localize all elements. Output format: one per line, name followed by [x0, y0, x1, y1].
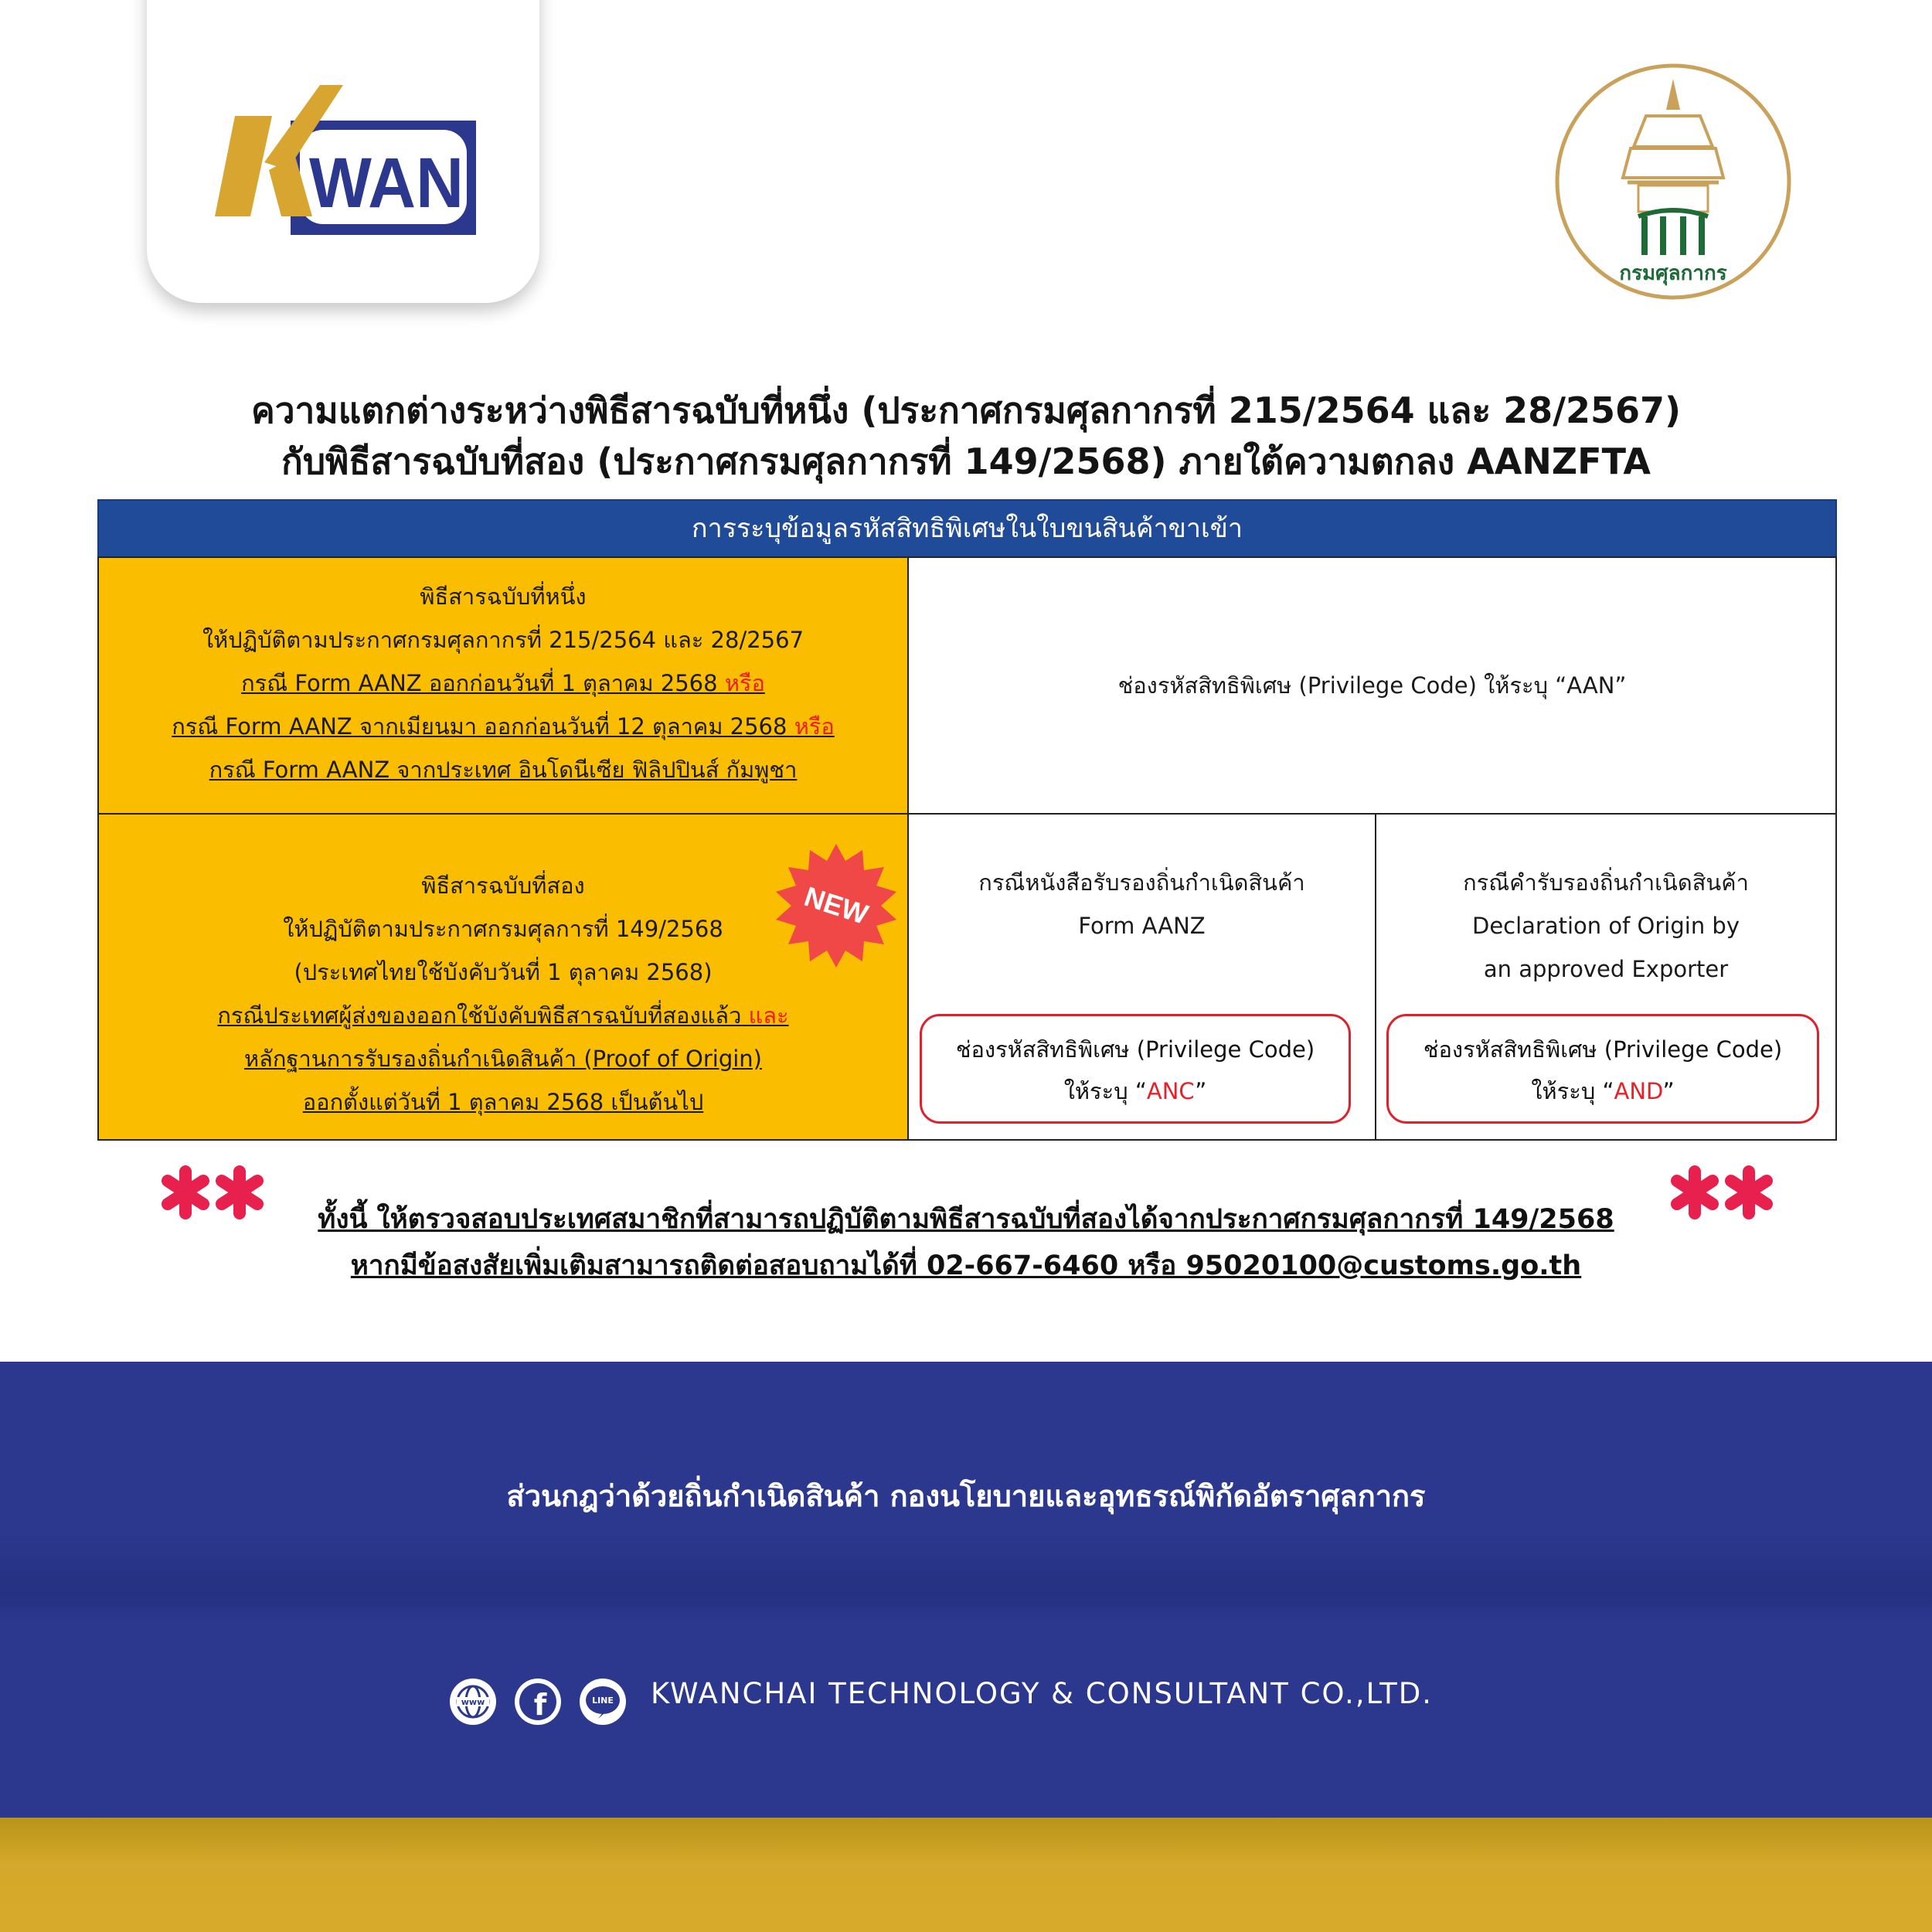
and-code: AND [1614, 1078, 1663, 1104]
facebook-label: f [533, 1688, 547, 1722]
row1-privilege-code-text: ช่องรหัสสิทธิพิเศษ (Privilege Code) ให้ระบุ “AAN” [1117, 672, 1627, 699]
and-code-box [1386, 1014, 1819, 1124]
row2-left-line5: หลักฐานการรับรองถิ่นกำเนิดสินค้า (Proof of Origin) [244, 1046, 762, 1072]
table-header: การระบุข้อมูลรหัสสิทธิพิเศษในใบขนสินค้าขาเข้า [97, 499, 1837, 558]
and-code-line2: ให้ระบุ “AND” [1531, 1078, 1675, 1104]
row1-left-line3: กรณี Form AANZ ออกก่อนวันที่ 1 ตุลาคม 2568 หรือ [241, 670, 765, 696]
www-label: www [461, 1697, 485, 1707]
row1-or-2: หรือ [794, 713, 835, 740]
line-label: LINE [592, 1696, 614, 1706]
and-code-line1: ช่องรหัสสิทธิพิเศษ (Privilege Code) [1423, 1036, 1783, 1063]
row1-left-line4: กรณี Form AANZ จากเมียนมา ออกก่อนวันที่ 12 ตุลาคม 2568 หรือ [172, 713, 835, 740]
note-line2: หากมีข้อสงสัยเพิ่มเติมสามารถติดต่อสอบถามได้ที่ 02-667-6460 หรือ 95020100@customs.go.th [350, 1250, 1582, 1281]
row1-left-line2: ให้ปฏิบัติตามประกาศกรมศุลกากรที่ 215/2564 และ 28/2567 [202, 627, 804, 653]
company-name: KWANCHAI TECHNOLOGY & CONSULTANT CO.,LTD. [651, 1677, 1433, 1710]
note-line1: ทั้งนี้ ให้ตรวจสอบประเทศสมาชิกที่สามารถปฏิบัติตามพิธีสารฉบับที่สองได้จากประกาศกรมศุลกากรที่ 149/2568 [318, 1204, 1614, 1235]
logo-card [147, 0, 539, 303]
row1-right-cell [907, 556, 1837, 815]
row1-left-line5: กรณี Form AANZ จากประเทศ อินโดนีเซีย ฟิลิปปินส์ กัมพูชา [209, 757, 798, 783]
row1-left-line1: พิธีสารฉบับที่หนึ่ง [420, 583, 587, 610]
customs-seal [1553, 62, 1793, 301]
seal-caption: กรมศุลกากร [1619, 262, 1727, 285]
www-icon[interactable] [450, 1679, 496, 1725]
anc-code-box [920, 1014, 1351, 1124]
footer-band [0, 1530, 1932, 1623]
new-badge-text: NEW [800, 880, 872, 930]
row2-left-line1: พิธีสารฉบับที่สอง [421, 872, 585, 899]
row2-left-line6: ออกตั้งแต่วันที่ 1 ตุลาคม 2568 เป็นต้นไป [302, 1089, 704, 1115]
row2-and: และ [748, 1002, 789, 1029]
row2-right-line3: an approved Exporter [1483, 956, 1729, 982]
row2-right-line2: Declaration of Origin by [1471, 913, 1740, 939]
row2-left-line2: ให้ปฏิบัติตามประกาศกรมศุลการที่ 149/2568 [283, 916, 723, 942]
note [0, 1196, 1932, 1289]
row2-left-line3: (ประเทศไทยใช้บังคับวันที่ 1 ตุลาคม 2568) [294, 959, 713, 985]
row2-left-line4: กรณีประเทศผู้ส่งของออกใช้บังคับพิธีสารฉบับที่สองแล้ว และ [217, 1002, 789, 1029]
title-line-1: ความแตกต่างระหว่างพิธีสารฉบับที่หนึ่ง (ประกาศกรมศุลกากรที่ 215/2564 และ 28/2567) [250, 389, 1682, 431]
page-title [0, 385, 1932, 487]
anc-code-line1: ช่องรหัสสิทธิพิเศษ (Privilege Code) [955, 1036, 1315, 1063]
footer-department: ส่วนกฎว่าด้วยถิ่นกำเนิดสินค้า กองนโยบายและอุทธรณ์พิกัดอัตราศุลกากร [506, 1479, 1426, 1513]
facebook-icon[interactable] [515, 1679, 561, 1725]
row2-middle-line1: กรณีหนังสือรับรองถิ่นกำเนิดสินค้า [978, 869, 1305, 896]
gold-bottom-band [0, 1818, 1932, 1932]
line-icon[interactable] [580, 1679, 626, 1725]
row2-middle-line2: Form AANZ [1078, 913, 1206, 939]
row1-or-1: หรือ [724, 670, 765, 696]
row1-left-cell [97, 556, 909, 815]
anc-code: ANC [1146, 1078, 1196, 1104]
row2-right-line1: กรณีคำรับรองถิ่นกำเนิดสินค้า [1463, 869, 1749, 896]
new-badge [771, 841, 901, 971]
svg-text:WAN: WAN [309, 144, 464, 223]
kwan-logo [204, 85, 482, 240]
anc-code-line2: ให้ระบุ “ANC” [1063, 1078, 1207, 1104]
title-line-2: กับพิธีสารฉบับที่สอง (ประกาศกรมศุลกากรที่ 149/2568) ภายใต้ความตกลง AANZFTA [281, 440, 1651, 482]
